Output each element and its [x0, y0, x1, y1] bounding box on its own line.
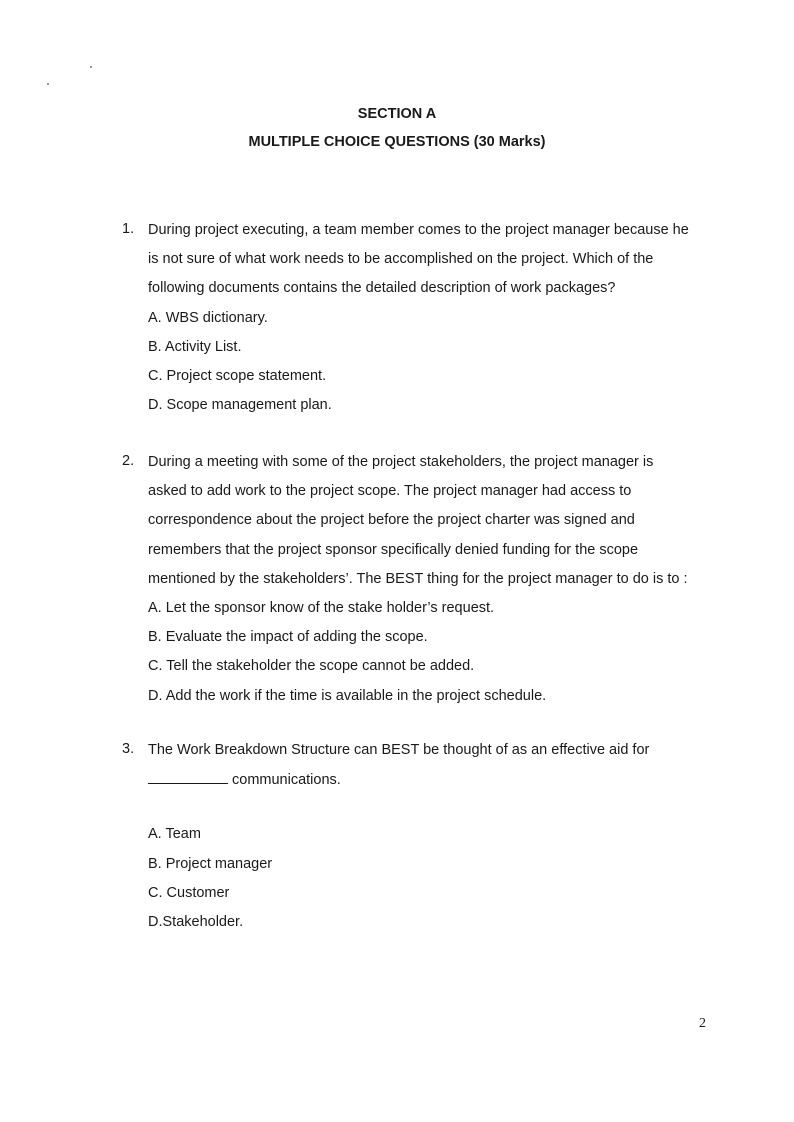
question-text-line: following documents contains the detailed description of work packages?	[148, 280, 616, 297]
answer-option-b: B. Activity List.	[148, 338, 242, 355]
question-text-line: During project executing, a team member comes to the project manager because he	[148, 222, 689, 238]
question-text-line: The Work Breakdown Structure can BEST be thought of as an effective aid for	[148, 742, 650, 758]
answer-option-a: A. WBS dictionary.	[148, 309, 268, 326]
answer-option-d: D.Stakeholder.	[148, 913, 244, 930]
question-text-line: remembers that the project sponsor specifically denied funding for the scope	[148, 541, 639, 558]
answer-option-b: B. Project manager	[148, 855, 273, 872]
question-text-line: correspondence about the project before the project charter was signed and	[148, 512, 635, 529]
question-text-line: mentioned by the stakeholders’. The BEST thing for the project manager to do is to :	[148, 570, 688, 587]
question-body	[148, 453, 718, 716]
answer-option-c: C. Customer	[148, 884, 230, 901]
question-text-line: During a meeting with some of the project stakeholders, the project manager is	[148, 454, 654, 470]
scan-speck	[47, 83, 49, 85]
answer-blank	[148, 770, 228, 784]
question-number: 3.	[122, 741, 135, 757]
scan-speck	[90, 66, 92, 68]
question-body	[148, 221, 718, 425]
section-subtitle: MULTIPLE CHOICE QUESTIONS (30 Marks)	[248, 134, 546, 150]
question-text-line: asked to add work to the project scope. The project manager had access to	[148, 483, 632, 500]
answer-option-b: B. Evaluate the impact of adding the scope.	[148, 629, 428, 646]
question-number: 1.	[122, 221, 135, 237]
answer-option-c: C. Tell the stakeholder the scope cannot be added.	[148, 658, 475, 675]
question-text-line: is not sure of what work needs to be accomplished on the project. Which of the	[148, 251, 654, 268]
answer-option-a: A. Team	[148, 826, 201, 843]
question-number: 2.	[122, 453, 135, 469]
blank-suffix-text: communications.	[232, 772, 341, 789]
answer-option-c: C. Project scope statement.	[148, 367, 327, 384]
spacer	[148, 799, 718, 825]
answer-option-d: D. Add the work if the time is available in the project schedule.	[148, 687, 547, 704]
page-number: 2	[699, 1016, 706, 1031]
question-body	[148, 741, 718, 942]
answer-option-a: A. Let the sponsor know of the stake holder’s request.	[148, 599, 495, 616]
answer-option-d: D. Scope management plan.	[148, 397, 332, 414]
section-title: SECTION A	[357, 106, 437, 122]
fill-in-blank-line	[148, 770, 718, 799]
